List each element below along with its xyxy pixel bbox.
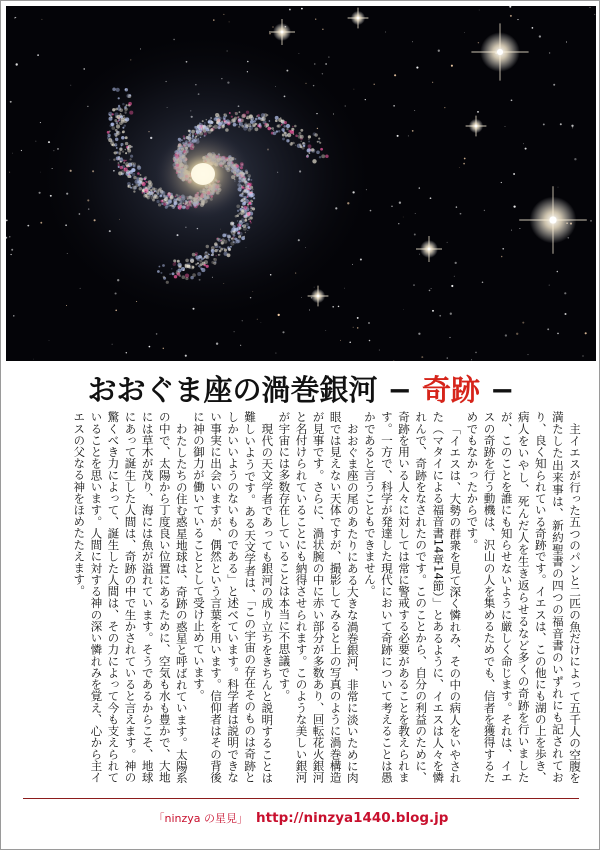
title-accent: 奇跡 — [422, 373, 481, 407]
paragraph: おおぐま座の尾のあたりにある大きな渦巻銀河、非常に淡いために肉眼では見えない天体ですが、撮影してみると上の写真のように渦巻構造が見事です。さらに、渦状腕の中に赤い部分が多数あり、回転花火銀河と名付けられていることにも納得させられます。このような美しい銀河が宇宙には多数存在していることは本当に不思議です。 — [277, 411, 360, 783]
title-dash-right: − — [480, 373, 515, 407]
footer — [1, 807, 600, 826]
paragraph: 現代の天文学者であっても銀河の成り立ちをきちんと説明することは難しいようです。ある天文学者は、「この宇宙の存在そのものは奇跡としかいいようのないものである」と述べています。科学者は説明できない事実に出会いますが、偶然という言葉を用います。信仰者はその背後に神の御力が働いていることとして受け止めています。 — [191, 411, 275, 783]
article-body — [21, 411, 583, 783]
page-title — [1, 368, 600, 409]
galaxy-photo — [6, 6, 596, 361]
footer-divider — [23, 798, 579, 799]
blog-name: 「ninzya の星見」 — [153, 812, 249, 825]
paragraph: 主イエスが行った五つのパンと二匹の魚だけによって五千人の空腹を満たした出来事は、新約聖書の四つの福音書のいずれにも記されており、良く知られている奇跡です。イエスは、この他にも湖の上を歩き、病人をいやし、死んだ人を生き返らせるなど多くの奇跡を行いましたが、このことを誰にも知らせないように厳しく命じます。それは、イエスの奇跡を行う動機は、沢山の人を集めるためでも、信者を獲得するためでもなかったからです。 — [465, 411, 582, 783]
paragraph: わたしたちの住む惑星地球は、奇跡の惑星と呼ばれています。太陽系の中で、太陽から丁度良い位置にあるために、空気も水も豊かで、大地には草木が茂り、海には魚が溢れています。そうであるからこそ、地球にあって誕生した人間は、奇跡の中で生かされていると言えます。神の驚くべき力によって、誕生した人間は、その力によって今も支えられていることを思います。人間に対する神の深い憐れみを覚え、心から主イエスの父なる神をほめたたえます。 — [72, 411, 189, 783]
galaxy-image — [6, 6, 596, 361]
paragraph: 「イエスは、大勢の群衆を見て深く憐れみ、その中の病人をいやされた（マタイによる福音書14章14節）」とあるように、イエスは人々を憐れんで、奇跡をなされたのです。このことから、自分の利益のために、奇跡を用いる人々に対しては常に警戒する必要があることを教えられます。一方で、科学が発達した現代において奇跡について考えることは愚かであると言うこともできません。 — [362, 411, 463, 783]
blog-url-link[interactable]: http://ninzya1440.blog.jp — [256, 810, 449, 826]
title-dash-left: − — [377, 373, 423, 407]
title-main: おおぐま座の渦巻銀河 — [87, 373, 378, 407]
